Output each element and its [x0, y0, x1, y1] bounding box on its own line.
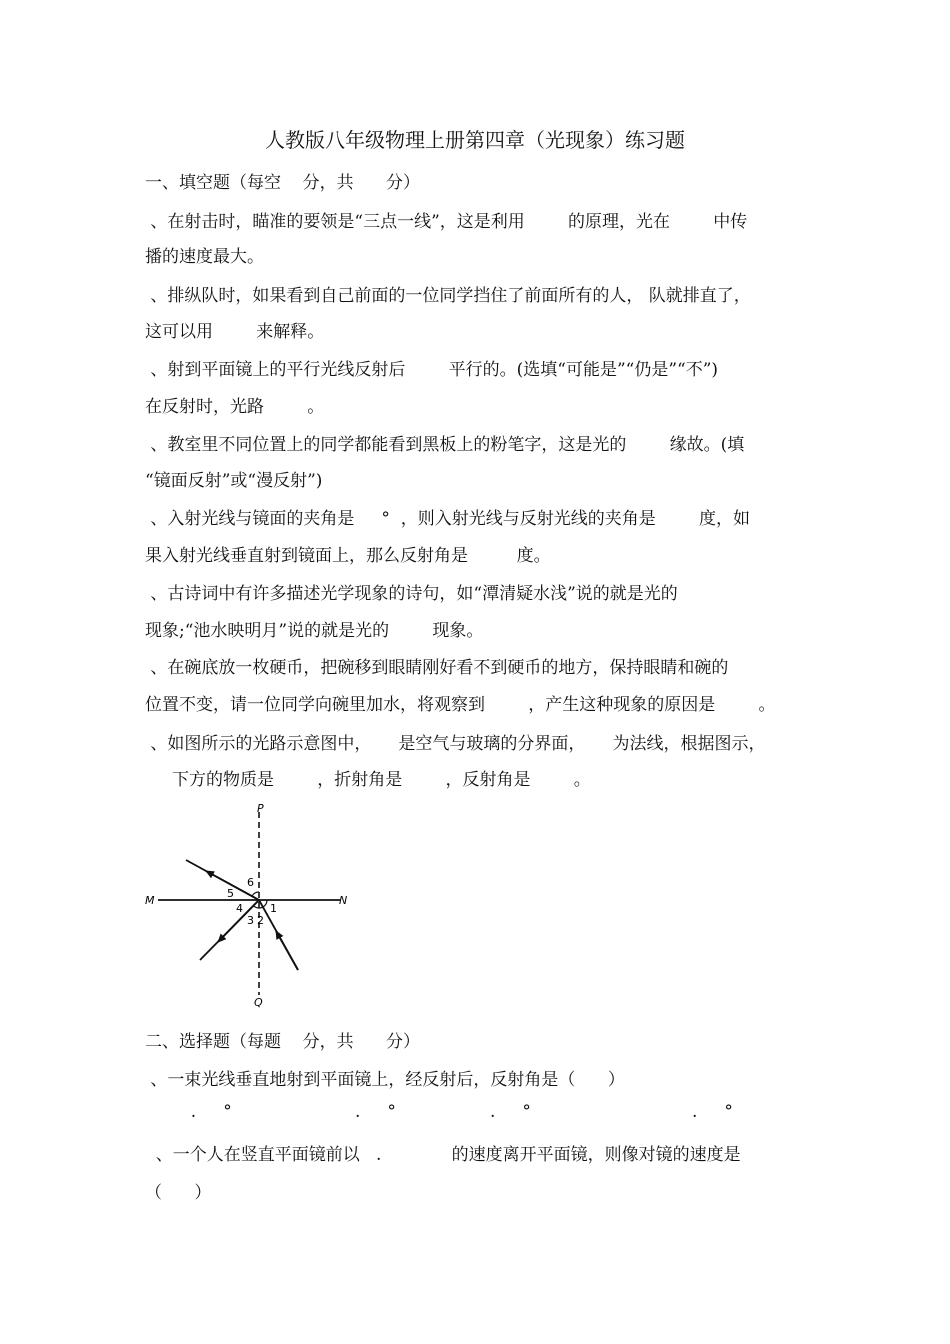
- question-line: 、射到平面镜上的平行光线反射后 平行的。(选填“可能是”“仍是”“不”): [145, 360, 719, 380]
- question-line: 、古诗词中有许多描述光学现象的诗句，如“潭清疑水浅”说的就是光的: [145, 584, 678, 604]
- question-line: 、一束光线垂直地射到平面镜上，经反射后，反射角是（ ）: [145, 1070, 625, 1090]
- light-path-diagram: [140, 800, 360, 1010]
- question-line: 、在射击时，瞄准的要领是“三点一线”，这是利用 的原理，光在 中传: [145, 212, 748, 232]
- angle-arc: [252, 892, 259, 896]
- option-c: . °: [490, 1102, 531, 1122]
- question-line: 这可以用 来解释。: [145, 322, 325, 342]
- question-line: 下方的物质是 ，折射角是 ，反射角是 。: [145, 770, 591, 790]
- question-line: 播的速度最大。: [145, 247, 264, 267]
- question-line: （ ）: [145, 1183, 212, 1203]
- question-line: 现象;“池水映明月”说的就是光的 现象。: [145, 621, 484, 641]
- section-heading-fill-blank: 一、填空题（每空 分，共 分）: [145, 173, 421, 193]
- question-line: 、在碗底放一枚硬币，把碗移到眼睛刚好看不到硬币的地方，保持眼睛和碗的: [145, 658, 729, 678]
- question-line: 、教室里不同位置上的同学都能看到黑板上的粉笔字，这是光的 缘故。(填: [145, 435, 745, 455]
- angle-arc: [253, 905, 259, 908]
- page-title: 人教版八年级物理上册第四章（光现象）练习题: [265, 128, 685, 152]
- section-heading-multiple-choice: 二、选择题（每题 分，共 分）: [145, 1032, 421, 1052]
- question-line: 、如图所示的光路示意图中， 是空气与玻璃的分界面， 为法线，根据图示，: [145, 734, 766, 754]
- angle-label-1: 1: [270, 902, 277, 915]
- question-line: 、一个人在竖直平面镜前以 . 的速度离开平面镜，则像对镜的速度是: [145, 1145, 741, 1165]
- angle-label-6: 6: [247, 876, 254, 889]
- question-line: 果入射光线垂直射到镜面上，那么反射角是 度。: [145, 546, 551, 566]
- angle-label-5: 5: [227, 887, 234, 900]
- question-line: 、排纵队时，如果看到自己前面的一位同学挡住了前面所有的人， 队就排直了，: [145, 286, 751, 306]
- angle-label-3: 3: [247, 914, 254, 927]
- label-p: P: [257, 802, 264, 815]
- question-line: 位置不变，请一位同学向碗里加水，将观察到 ，产生这种现象的原因是 。: [145, 695, 776, 715]
- angle-label-2: 2: [257, 914, 264, 927]
- option-a: . °: [180, 1102, 232, 1122]
- question-line: 在反射时，光路 。: [145, 397, 325, 417]
- question-line: “镜面反射”或“漫反射”): [145, 471, 323, 491]
- label-n: N: [339, 894, 348, 907]
- option-d: . °: [692, 1102, 733, 1122]
- label-q: Q: [254, 996, 263, 1009]
- option-b: . °: [355, 1102, 396, 1122]
- angle-label-4: 4: [236, 902, 243, 915]
- label-m: M: [145, 894, 155, 907]
- question-line: 、入射光线与镜面的夹角是 ° ，则入射光线与反射光线的夹角是 度，如: [145, 509, 750, 529]
